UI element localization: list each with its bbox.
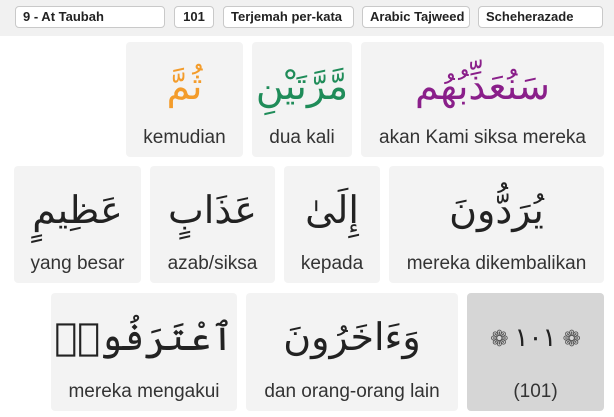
word-meaning: azab/siksa	[167, 253, 258, 274]
ayah-select[interactable]: 101	[174, 6, 214, 28]
word-tile[interactable]	[150, 166, 275, 283]
arabic-word: إِلَىٰ	[305, 188, 359, 232]
arabic-word: ثُمَّ	[166, 64, 203, 108]
translation-select[interactable]: Terjemah per-kata	[223, 6, 354, 28]
arabic-word: مَّرَّتَيْنِ	[255, 64, 349, 108]
word-meaning: dua kali	[269, 127, 335, 148]
script-select[interactable]: Arabic Tajweed	[362, 6, 470, 28]
ayah-number-arabic: ١٠١	[514, 323, 557, 353]
word-meaning: mereka mengakui	[68, 381, 220, 402]
arabic-word: سَنُعَذِّبُهُم	[415, 64, 550, 108]
ayah-number-tile[interactable]	[467, 293, 604, 411]
word-tile[interactable]	[126, 42, 243, 157]
word-tile[interactable]	[252, 42, 352, 157]
arabic-word: عَذَابٍ	[168, 188, 257, 232]
word-meaning: dan orang-orang lain	[264, 381, 440, 402]
word-meaning: mereka dikembalikan	[406, 253, 587, 274]
surah-select[interactable]: 9 - At Taubah	[15, 6, 165, 28]
ayah-number-label: (101)	[513, 381, 558, 402]
word-tile[interactable]	[389, 166, 604, 283]
arabic-word: وَءَاخَرُونَ	[283, 315, 421, 359]
font-select[interactable]: Scheherazade	[478, 6, 603, 28]
word-tile[interactable]	[284, 166, 380, 283]
word-tile[interactable]	[361, 42, 604, 157]
word-meaning: yang besar	[30, 253, 125, 274]
arabic-word: يُرَدُّونَ	[449, 188, 544, 232]
ornament-icon: ❁	[490, 327, 509, 352]
word-meaning: kemudian	[143, 127, 226, 148]
arabic-word: ٱعْتَرَفُوا۟	[54, 315, 234, 359]
ayah-end-marker	[467, 323, 604, 353]
word-tile[interactable]	[14, 166, 141, 283]
word-tile[interactable]	[51, 293, 237, 411]
ornament-icon: ❁	[562, 327, 581, 352]
word-meaning: akan Kami siksa mereka	[379, 127, 586, 148]
word-meaning: kepada	[300, 253, 364, 274]
toolbar	[0, 0, 614, 36]
arabic-word: عَظِيمٍ	[32, 188, 123, 232]
word-tile[interactable]	[246, 293, 458, 411]
